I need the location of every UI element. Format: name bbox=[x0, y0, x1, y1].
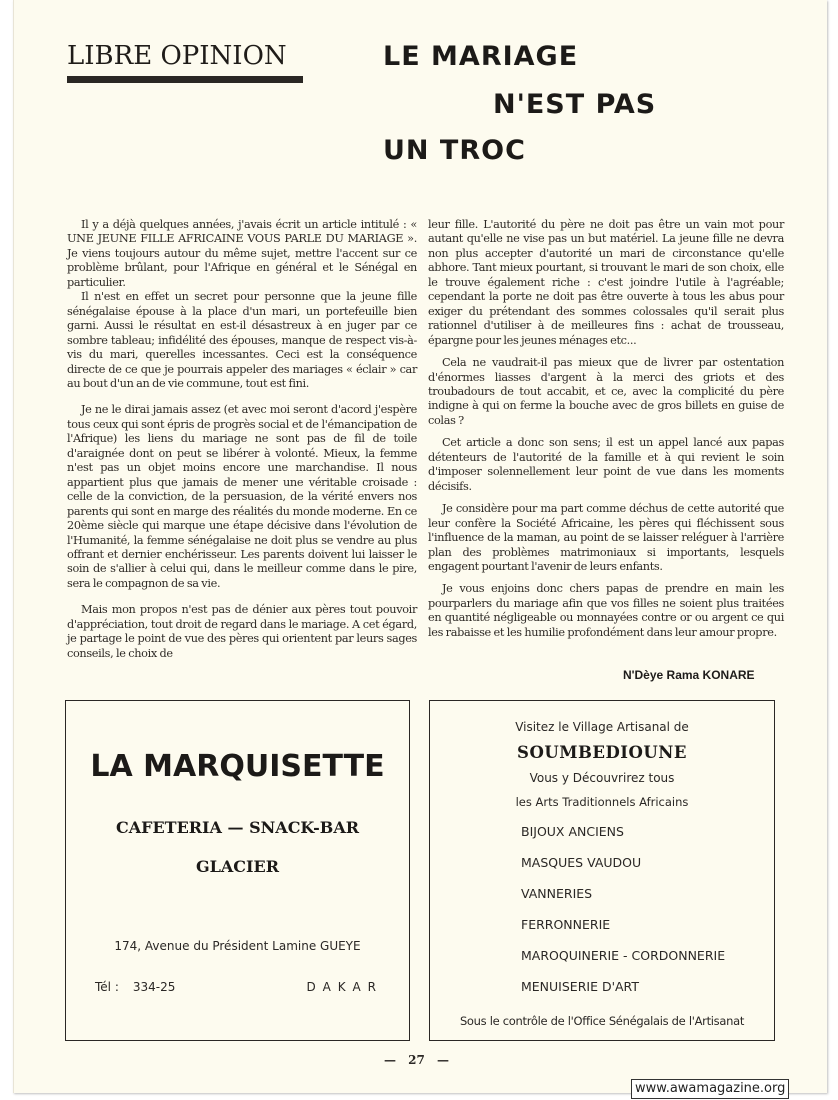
ad-soumbedioune bbox=[429, 700, 775, 1041]
ad-telephone bbox=[95, 979, 175, 995]
crafts-list-item: VANNERIES bbox=[521, 886, 593, 901]
page-number: — 27 — bbox=[384, 1053, 450, 1067]
article-paragraph: Il y a déjà quelques années, j'avais écrit un article intitulé : « UNE JEUNE FILLE AFRICAINE VOUS PARLE DU MARIAGE ». Je viens toujours autour du même sujet, mettre l'accent sur ce problème brûlant, pour l'Afrique en général et le Sénégal en particulier. bbox=[67, 218, 417, 289]
crafts-list-item: FERRONNERIE bbox=[521, 917, 611, 932]
ad-footer: Sous le contrôle de l'Office Sénégalais de l'Artisanat bbox=[459, 1014, 745, 1028]
crafts-list bbox=[521, 824, 725, 1010]
headline-line-1: LE MARIAGE bbox=[383, 41, 579, 72]
ad-subtitle-glacier: GLACIER bbox=[195, 857, 280, 876]
crafts-list-item: BIJOUX ANCIENS bbox=[521, 824, 624, 839]
ad-subtitle: CAFETERIA — SNACK-BAR bbox=[115, 818, 360, 837]
ad-line: les Arts Traditionnels Africains bbox=[515, 795, 689, 809]
ad-intro: Visitez le Village Artisanal de bbox=[515, 720, 689, 734]
author-signature: N'Dèye Rama KONARE bbox=[623, 668, 755, 682]
article-paragraph: Mais mon propos n'est pas de dénier aux pères tout pouvoir d'appréciation, tout droit de regard dans le mariage. A cet égard, je partage le point de vue des pères qui orientent par leurs sages conseils, le choix de bbox=[67, 603, 417, 660]
section-rubric: LIBRE OPINION bbox=[67, 41, 287, 71]
rubric-underline-bar bbox=[67, 76, 303, 83]
headline-line-3: UN TROC bbox=[383, 135, 526, 166]
tel-number: 334-25 bbox=[132, 980, 176, 994]
article-paragraph: Je vous enjoins donc chers papas de prendre en main les pourparlers du mariage afin que vos filles ne soient plus traitées en quantité négligeable ou monnayées contre or ou argent ce qui les rabaisse et les humilie profondément dans leur amour propre. bbox=[428, 582, 784, 639]
article-paragraph: Cela ne vaudrait-il pas mieux que de livrer par ostentation d'énormes liasses d'argent à la merci des griots et des troubadours de tout accabit, et ce, avec la complicité du père indigne à qui on ferme la bouche avec de gros billets en guise de colas ? bbox=[428, 356, 784, 427]
ad-city: DAKAR bbox=[306, 980, 383, 994]
article-paragraph: Je ne le dirai jamais assez (et avec moi seront d'acord j'espère tous ceux qui sont épris de progrès social et de l'émancipation de l'Afrique) les liens du mariage ne sont pas de fil de toile d'araignée dont on peut se libérer à volonté. Mieux, la femme n'est pas un objet moins encore une marchandise. Il nous appartient plus que jamais de mener une véritable croisade : celle de la conviction, de la persuasion, de la vérité envers nos parents qui sont en marge des réalités du monde moderne. En ce 20ème siècle qui marque une étape décisive dans l'évolution de l'Humanité, la femme sénégalaise ne doit plus se vendre au plus offrant et dernier enchérisseur. Les parents doivent lui laisser le soin de s'allier à celui qui, dans le meilleur comme dans le pire, sera le compagnon de sa vie. bbox=[67, 403, 417, 590]
crafts-list-item: MAROQUINERIE - CORDONNERIE bbox=[521, 948, 726, 963]
magazine-page bbox=[13, 0, 827, 1093]
crafts-list-item: MENUISERIE D'ART bbox=[521, 979, 639, 994]
ad-address: 174, Avenue du Président Lamine GUEYE bbox=[114, 939, 361, 953]
article-paragraph: Je considère pour ma part comme déchus de cette autorité que leur confère la Société Africaine, les pères qui fléchissent sous l'influence de la maman, au point de se laisser reléguer à l'arrière plan des problèmes matrimoniaux si importants, lesquels engagent pourtant l'avenir de leurs enfants. bbox=[428, 502, 784, 573]
headline-line-2: N'EST PAS bbox=[493, 89, 657, 120]
article-column-right bbox=[428, 218, 784, 640]
ad-title: LA MARQUISETTE bbox=[90, 749, 385, 784]
crafts-list-item: MASQUES VAUDOU bbox=[521, 855, 642, 870]
article-paragraph: Il n'est en effet un secret pour personne que la jeune fille sénégalaise épouse à la place d'un mari, un portefeuille bien garni. Aussi le résultat en est-il désastreux à en juger par ce sombre tableau; infidélité des épouses, manque de respect vis-à-vis du mari, querelles incessantes. Ceci est la conséquence directe de ce que je pourrais appeler des mariages « éclair » car au bout d'un an de vie commune, tout est fini. bbox=[67, 290, 417, 390]
ad-la-marquisette bbox=[65, 700, 410, 1041]
article-column-left bbox=[67, 218, 417, 661]
tel-label: Tél : bbox=[95, 980, 119, 994]
article-paragraph: leur fille. L'autorité du père ne doit pas être un vain mot pour autant qu'elle ne vise pas un but matériel. La jeune fille ne devra non plus accepter d'autorité un mari de circonstance qu'elle abhore. Tant mieux pourtant, si trouvant le mari de son choix, elle le trouve également riche : c'est joindre l'utile à l'agréable; cependant la porte ne doit pas être ouverte à tous les abus pour exiger du prétendant des sommes colossales qu'il serait plus rationnel d'utiliser à de meilleures fins : achat de trousseau, épargne pour les jeunes ménages etc... bbox=[428, 218, 784, 347]
website-watermark: www.awamagazine.org bbox=[631, 1079, 789, 1099]
article-paragraph: Cet article a donc son sens; il est un appel lancé aux papas détenteurs de l'autorité de la famille et à qui revient le soin d'imposer solennellement leur point de vue dans les moments décisifs. bbox=[428, 436, 784, 493]
ad-title: SOUMBEDIOUNE bbox=[517, 743, 687, 762]
ad-line: Vous y Découvrirez tous bbox=[529, 771, 675, 785]
